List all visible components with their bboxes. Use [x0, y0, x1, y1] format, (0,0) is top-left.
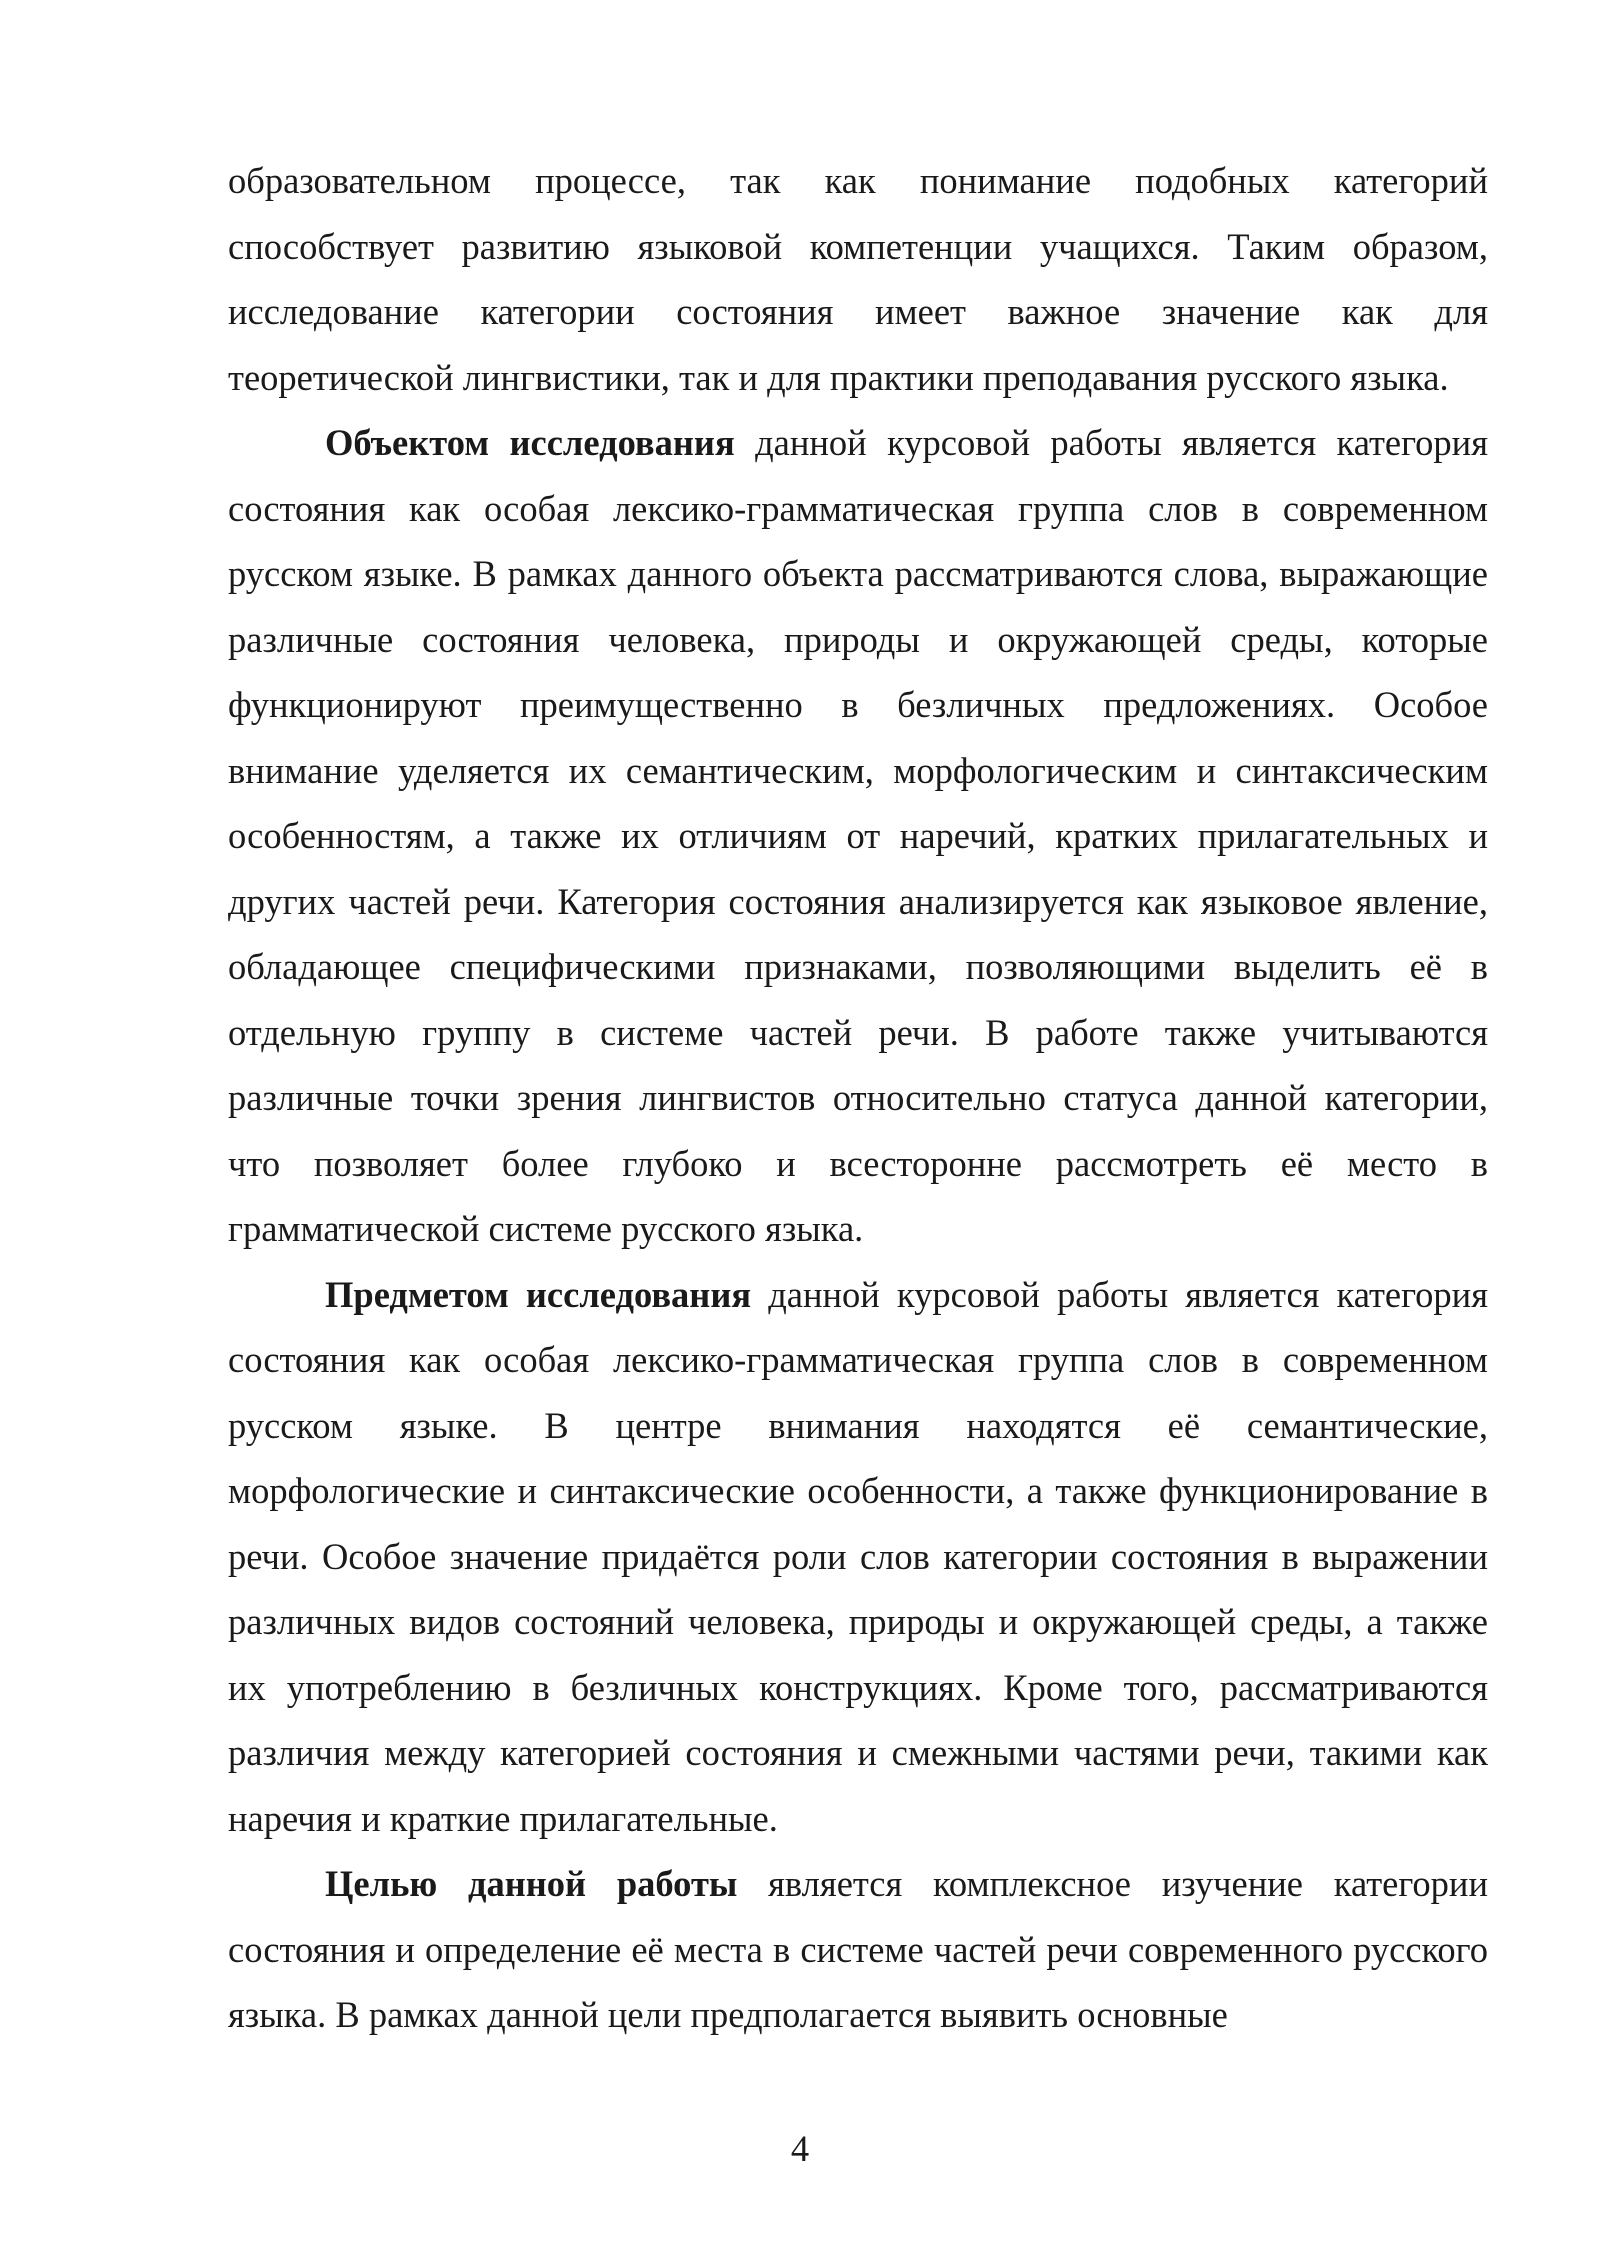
paragraph-object-of-research — [228, 410, 1488, 1262]
paragraph-text: образовательном процессе, так как понимание подобных категорий способствует развитию языковой компетенции учащихся. Таким образом, исследование категории состояния имеет важное значение как для теоретической лингвистики, так и для практики преподавания русского языка. — [228, 160, 1488, 398]
bold-term: Предметом исследования — [325, 1273, 752, 1315]
bold-term: Целью данной работы — [325, 1863, 738, 1904]
page-body — [228, 148, 1488, 2048]
page-number: 4 — [790, 2128, 810, 2169]
bold-term: Объектом исследования — [325, 422, 735, 463]
paragraph-text: данной курсовой работы является категория состояния как особая лексико-грамматическая группа слов в современном русском языке. В рамках данного объекта рассматриваются слова, выражающие различные состояния человека, природы и окружающей среды, которые функционируют преимущественно в безличных предложениях. Особое внимание уделяется их семантическим, морфологическим и синтаксическим особенностям, а также их отличиям от наречий, кратких прилагательных и других частей речи. Категория состояния анализируется как языковое явление, обладающее специфическими признаками, позволяющими выделить её в отдельную группу в системе частей речи. В работе также учитываются различные точки зрения лингвистов относительно статуса данной категории, что позволяет более глубоко и всесторонне рассмотреть её место в грамматической системе русского языка. — [228, 422, 1488, 1249]
paragraph-goal — [228, 1851, 1488, 2048]
paragraph-text: является комплексное изучение категории состояния и определение её места в системе частей речи современного русского языка. В рамках данной цели предполагается выявить основные — [228, 1863, 1488, 2035]
paragraph-subject-of-research — [228, 1262, 1488, 1852]
paragraph-continuation — [228, 148, 1488, 410]
paragraph-text: данной курсовой работы является категория состояния как особая лексико-грамматическая группа слов в современном русском языке. В центре внимания находятся её семантические, морфологические и синтаксические особенности, а также функционирование в речи. Особое значение придаётся роли слов категории состояния в выражении различных видов состояний человека, природы и окружающей среды, а также их употреблению в безличных конструкциях. Кроме того, рассматриваются различия между категорией состояния и смежными частями речи, такими как наречия и краткие прилагательные. — [228, 1273, 1488, 1839]
